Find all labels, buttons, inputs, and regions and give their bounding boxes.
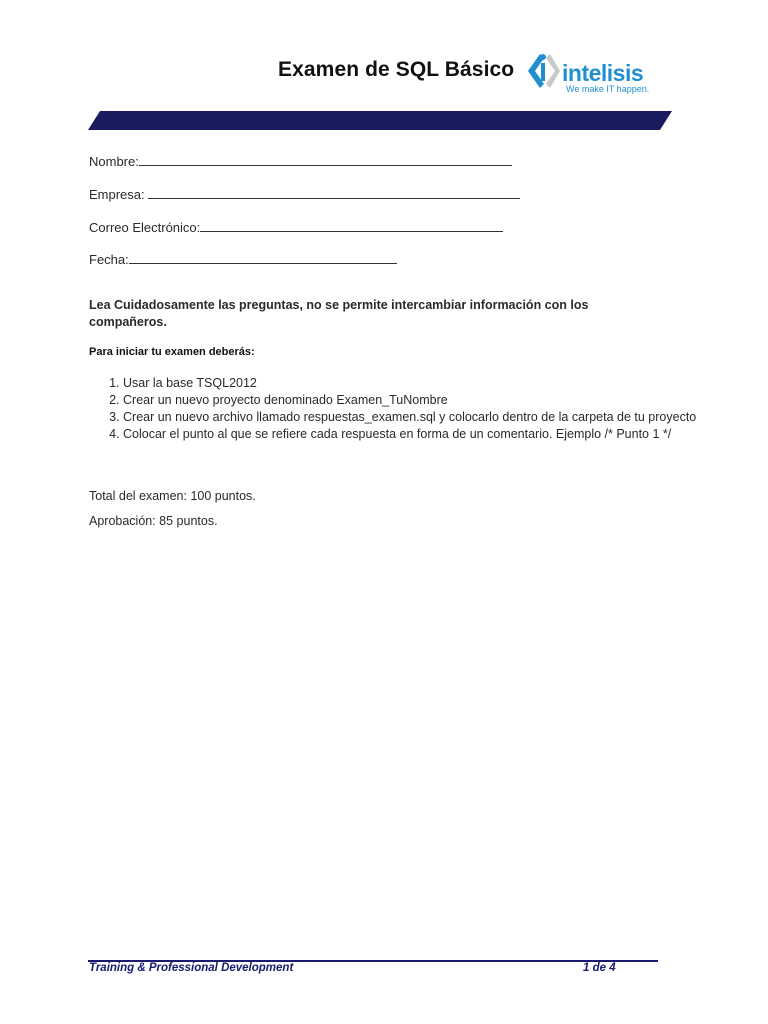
- list-item: 3. Crear un nuevo archivo llamado respuestas_examen.sql y colocarlo dentro de la carpeta de tu proyecto: [123, 409, 723, 426]
- page-number: 1 de 4: [583, 962, 616, 974]
- company-field[interactable]: [89, 185, 520, 202]
- company-field-line[interactable]: [148, 185, 520, 199]
- total-score: Total del examen: 100 puntos.: [89, 489, 256, 503]
- company-field-label: Empresa:: [89, 187, 149, 202]
- header-divider-bar: [88, 111, 672, 130]
- list-item: 4. Colocar el punto al que se refiere cada respuesta en forma de un comentario. Ejemplo /* Punto 1 */: [123, 426, 723, 443]
- approval-score: Aprobación: 85 puntos.: [89, 514, 218, 528]
- name-field[interactable]: [89, 152, 512, 169]
- name-field-line[interactable]: [139, 152, 512, 166]
- list-item: 1. Usar la base TSQL2012: [123, 375, 723, 392]
- page-title: Examen de SQL Básico: [278, 58, 515, 81]
- instructions-list: [89, 375, 723, 443]
- date-field-line[interactable]: [129, 250, 397, 264]
- email-field-label: Correo Electrónico:: [89, 220, 201, 235]
- footer-title: Training & Professional Development: [89, 962, 294, 974]
- warning-text: Lea Cuidadosamente las preguntas, no se permite intercambiar información con los compañeros.: [89, 298, 589, 329]
- date-field[interactable]: [89, 250, 397, 267]
- logo-wordmark: intelisis: [562, 60, 644, 86]
- list-item: 2. Crear un nuevo proyecto denominado Examen_TuNombre: [123, 392, 723, 409]
- logo-tagline: We make IT happen.: [566, 84, 650, 94]
- name-field-label: Nombre:: [89, 154, 139, 169]
- instructions-subheading: Para iniciar tu examen deberás:: [89, 346, 255, 358]
- date-field-label: Fecha:: [89, 252, 129, 267]
- company-logo: [526, 48, 656, 98]
- email-field-line[interactable]: [200, 218, 503, 232]
- intelisis-logo-icon: [526, 48, 560, 94]
- email-field[interactable]: [89, 218, 503, 235]
